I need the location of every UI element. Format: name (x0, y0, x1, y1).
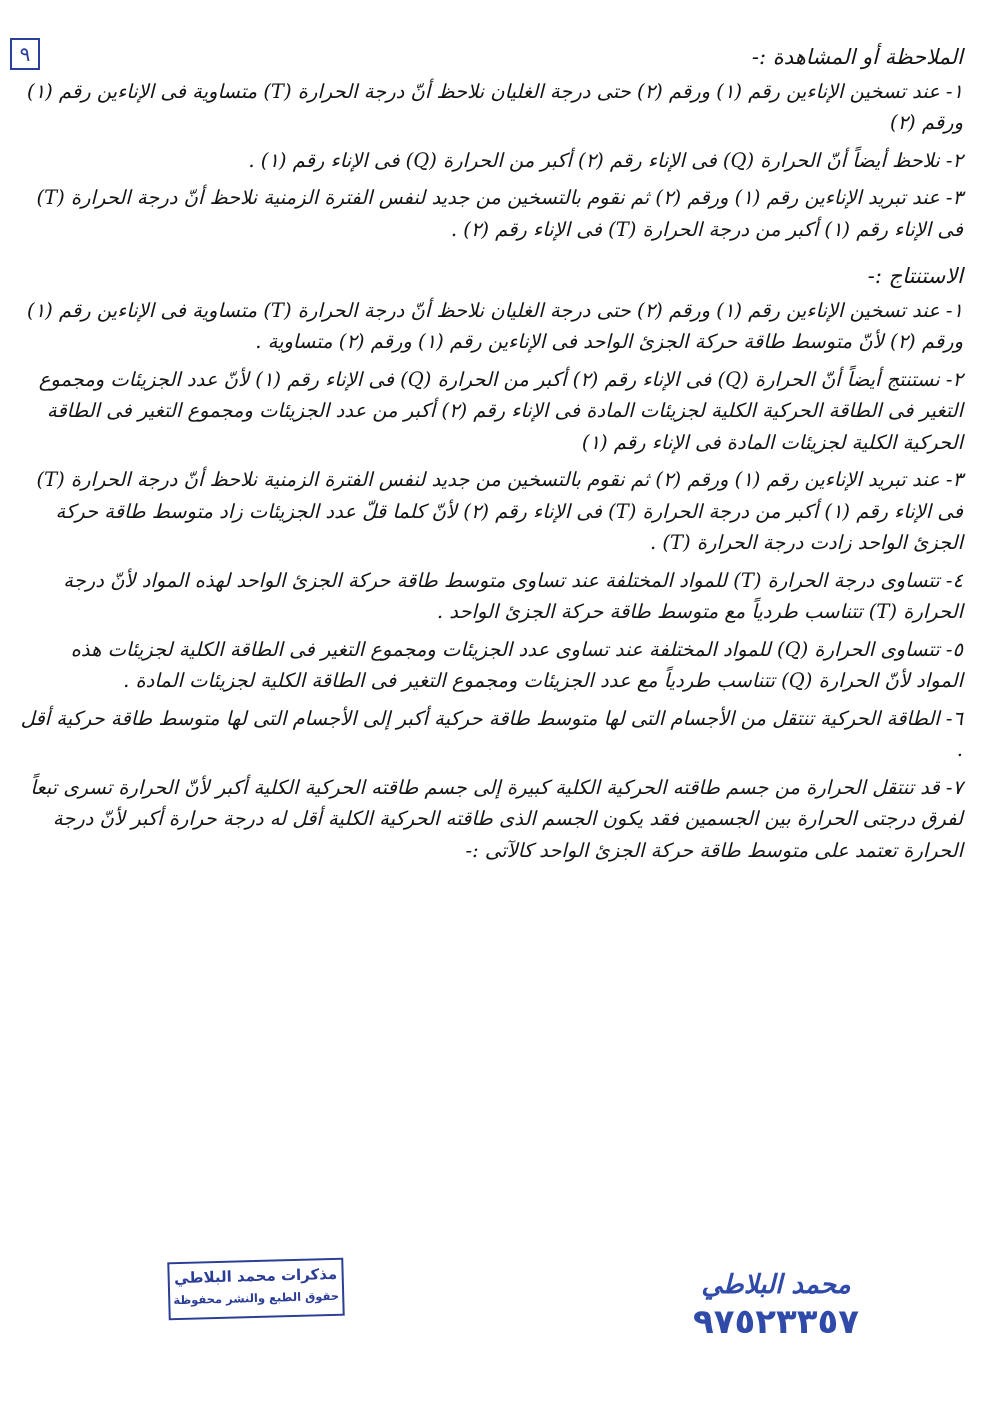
conclusion-item-1: ١- عند تسخين الإناءين رقم (١) ورقم (٢) حتى درجة الغليان نلاحظ أنّ درجة الحرارة (T) متساوية فى الإناءين رقم (١) ورقم (٢) لأنّ متوسط طاقة حركة الجزئ الواحد فى الإناءين رقم (١) ورقم (٢) متساوية . (27, 298, 963, 353)
observations-heading: الملاحظة أو المشاهدة :- (751, 45, 963, 69)
page-number: ٩ (10, 38, 40, 70)
stamp-rights: حقوق الطبع والنشر محفوظة (173, 1288, 340, 1308)
conclusion-item-6: ٦- الطاقة الحركية تنتقل من الأجسام التى لها متوسط طاقة حركية أكبر إلى الأجسام التى لها متوسط طاقة حركية أقل . (20, 706, 963, 761)
conclusion-item-3: ٣- عند تبريد الإناءين رقم (١) ورقم (٢) ثم نقوم بالتسخين من جديد لنفس الفترة الزمنية نلاحظ أنّ درجة الحرارة (T) فى الإناء رقم (١) أكبر من درجة الحرارة (T) فى الإناء رقم (٢) لأنّ كلما قلّ عدد الجزيئات زاد متوسط طاقة حركة الجزئ الواحد زادت درجة الحرارة (T) . (36, 468, 963, 554)
conclusion-heading: الاستنتاج :- (867, 264, 963, 288)
stamp-title: مذكرات محمد البلاطي (173, 1264, 338, 1288)
observation-item-3: ٣- عند تبريد الإناءين رقم (١) ورقم (٢) ثم نقوم بالتسخين من جديد لنفس الفترة الزمنية نلاحظ أنّ درجة الحرارة (T) فى الإناء رقم (١) أكبر من درجة الحرارة (T) فى الإناء رقم (٢) . (36, 186, 963, 241)
page-content (18, 42, 963, 872)
conclusion-item-7: ٧- قد تنتقل الحرارة من جسم طاقته الحركية الكلية كبيرة إلى جسم طاقته الحركية الكلية أكبر لأنّ الحرارة تسرى تبعاً لفرق درجتى الحرارة بين الجسمين فقد يكون الجسم الذى طاقته الحركية الكلية أقل له درجة حرارة أكبر لأنّ درجة الحرارة تعتمد على متوسط طاقة حركة الجزئ الواحد كالآتى :- (30, 775, 963, 862)
conclusion-item-2: ٢- نستنتج أيضاً أنّ الحرارة (Q) فى الإناء رقم (٢) أكبر من الحرارة (Q) فى الإناء رقم (١) لأنّ عدد الجزيئات ومجموع التغير فى الطاقة الحركية الكلية لجزيئات المادة فى الإناء رقم (٢) أكبر من عدد الجزيئات ومجموع التغير فى الطاقة الحركية الكلية لجزيئات المادة فى الإناء رقم (١) (38, 367, 963, 454)
observation-item-2: ٢- نلاحظ أيضاً أنّ الحرارة (Q) فى الإناء رقم (٢) أكبر من الحرارة (Q) فى الإناء رقم (١) . (248, 148, 963, 172)
observation-item-1: ١- عند تسخين الإناءين رقم (١) ورقم (٢) حتى درجة الغليان نلاحظ أنّ درجة الحرارة (T) متساوية فى الإناءين رقم (١) ورقم (٢) (27, 79, 963, 134)
copyright-stamp (167, 1258, 344, 1321)
conclusion-item-4: ٤- تتساوى درجة الحرارة (T) للمواد المختلفة عند تساوى متوسط طاقة حركة الجزئ الواحد لهذه المواد لأنّ درجة الحرارة (T) تتناسب طردياً مع متوسط طاقة حركة الجزئ الواحد . (63, 568, 963, 623)
author-signature (686, 1268, 866, 1342)
author-name: محمد البلاطي (701, 1270, 851, 1300)
section-gap (18, 251, 963, 261)
conclusion-item-5: ٥- تتساوى الحرارة (Q) للمواد المختلفة عند تساوى عدد الجزيئات ومجموع التغير فى الطاقة الكلية لجزيئات هذه المواد لأنّ الحرارة (Q) تتناسب طردياً مع عدد الجزيئات ومجموع التغير فى الطاقة الكلية لجزيئات المادة . (70, 637, 963, 692)
author-phone: ٩٧٥٢٣٣٥٧ (692, 1302, 859, 1342)
